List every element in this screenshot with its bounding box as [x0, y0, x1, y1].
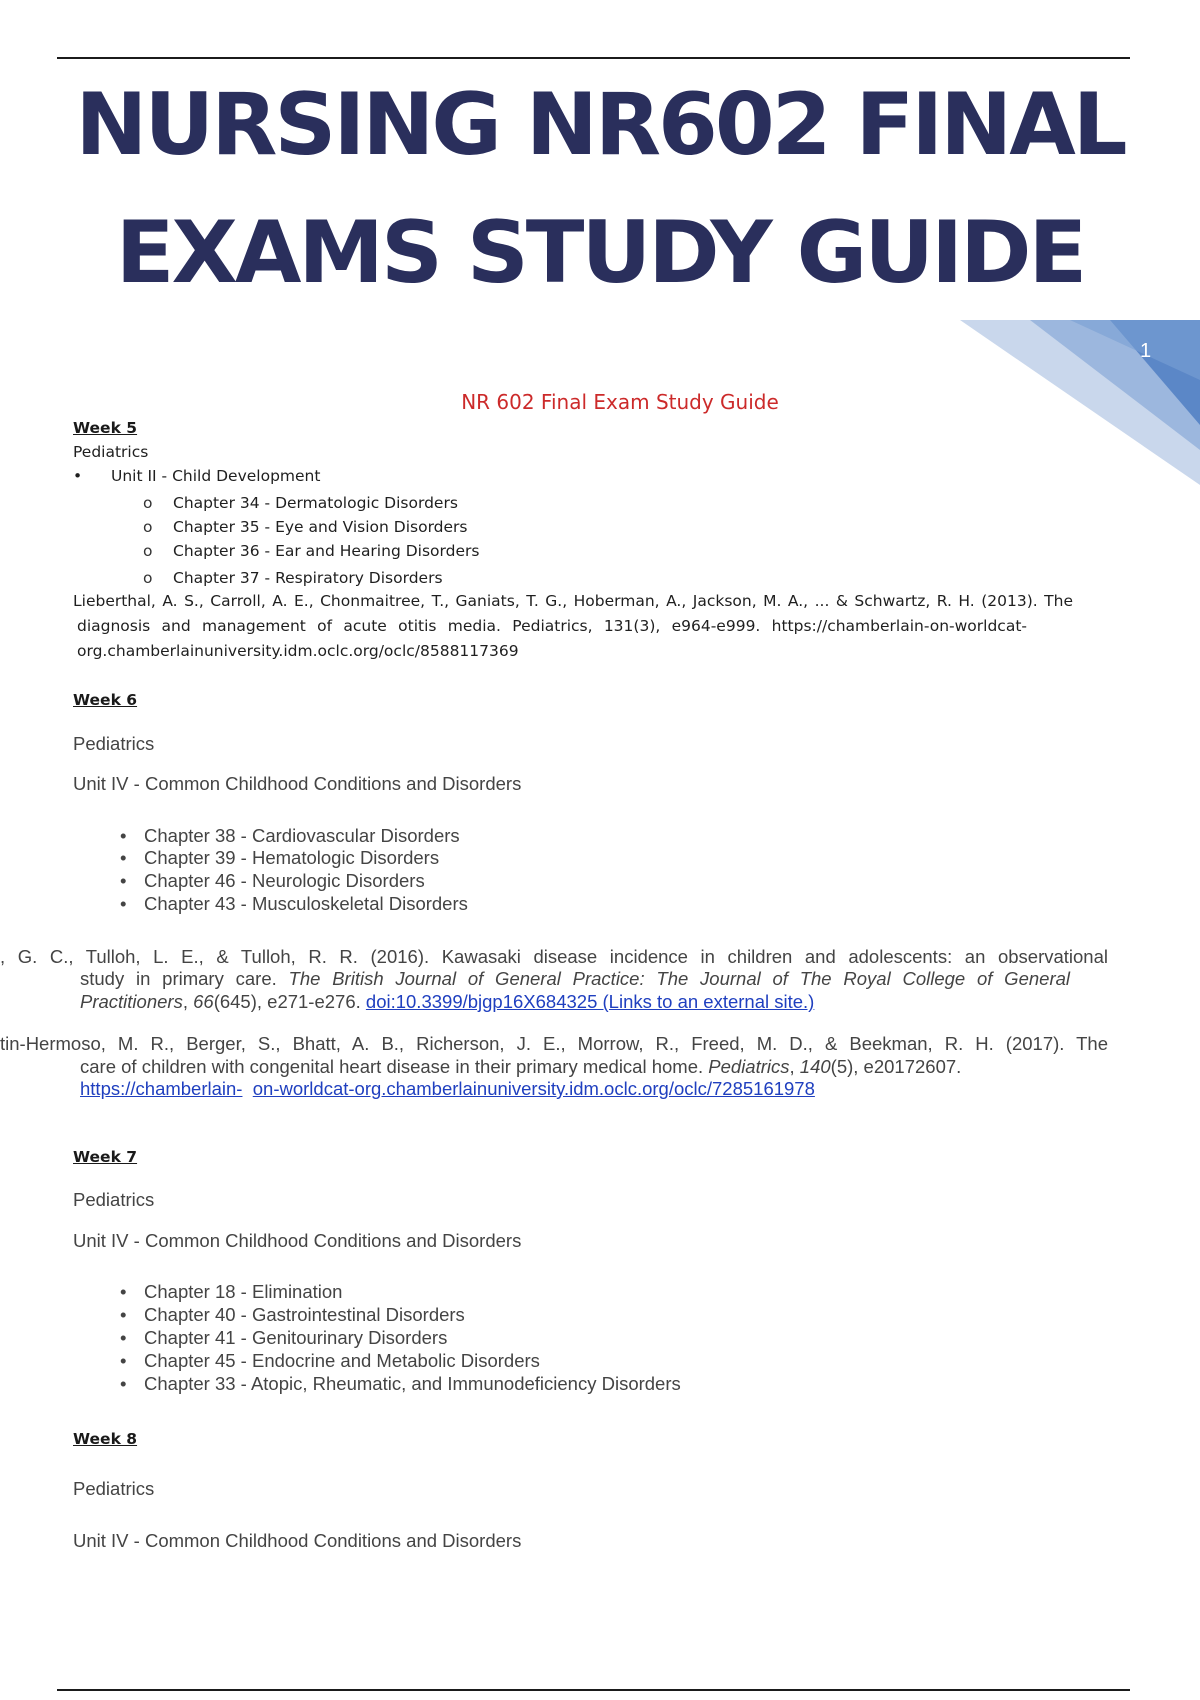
document-title-line-1: NURSING NR602 FINAL [75, 75, 1125, 175]
week-8-heading: Week 8 [73, 1430, 138, 1448]
chamberlain-link-part-2[interactable]: on-worldcat-org.chamberlainuniversity.idm.oclc.org/oclc/7285161978 [252, 1078, 815, 1099]
week-7-course: Pediatrics [73, 1189, 155, 1210]
week-6-reference-1-line: study in primary care. The British Journal of General Practice: The Journal of The Royal College of General [80, 968, 1070, 989]
week-6-chapter-item [120, 893, 468, 915]
document-title-line-2: EXAMS STUDY GUIDE [115, 203, 1085, 303]
bullet-icon: • [120, 870, 127, 891]
week-7-chapter: Chapter 18 - Elimination [144, 1281, 343, 1302]
bullet-icon: • [120, 893, 127, 914]
week-8-course: Pediatrics [73, 1478, 155, 1499]
week-8-unit: Unit IV - Common Childhood Conditions and Disorders [73, 1530, 522, 1551]
week-7-chapter-item [120, 1327, 447, 1349]
bullet-icon: • [73, 467, 83, 485]
week-7-chapter: Chapter 33 - Atopic, Rheumatic, and Immunodeficiency Disorders [144, 1373, 681, 1394]
week-7-chapter: Chapter 40 - Gastrointestinal Disorders [144, 1304, 465, 1325]
week-5-chapter-item [143, 494, 458, 512]
week-7-chapter-item [120, 1350, 540, 1372]
week-6-unit: Unit IV - Common Childhood Conditions and Disorders [73, 773, 522, 794]
bullet-icon: • [120, 1373, 127, 1394]
week-6-chapter-item [120, 870, 425, 892]
week-7-chapter-item [120, 1281, 342, 1303]
week-5-chapter: Chapter 35 - Eye and Vision Disorders [173, 518, 468, 536]
bottom-rule [57, 1689, 1130, 1691]
week-5-unit: Unit II - Child Development [111, 467, 321, 485]
chamberlain-link-part-1[interactable]: https://chamberlain- [80, 1078, 243, 1099]
week-7-unit: Unit IV - Common Childhood Conditions and Disorders [73, 1230, 522, 1251]
page-subtitle: NR 602 Final Exam Study Guide [461, 390, 779, 414]
sub-bullet-icon: o [143, 569, 153, 587]
bullet-icon: • [120, 1327, 127, 1348]
week-5-heading: Week 5 [73, 419, 138, 437]
week-5-chapter: Chapter 34 - Dermatologic Disorders [173, 494, 458, 512]
week-5-chapter: Chapter 37 - Respiratory Disorders [173, 569, 443, 587]
week-6-chapter: Chapter 38 - Cardiovascular Disorders [144, 825, 460, 846]
week-7-heading: Week 7 [73, 1148, 138, 1166]
week-5-chapter-item [143, 542, 479, 560]
week-7-chapter-item [120, 1373, 681, 1395]
week-5-reference-line: org.chamberlainuniversity.idm.oclc.org/oclc/8588117369 [77, 642, 519, 660]
sub-bullet-icon: o [143, 494, 153, 512]
week-5-reference-line: Lieberthal, A. S., Carroll, A. E., Chonmaitree, T., Ganiats, T. G., Hoberman, A., Jackson, M. A., ... & Schwartz, R. H. (2013). The [73, 592, 1073, 610]
week-5-chapter-item [143, 569, 443, 587]
week-5-unit-item [73, 467, 320, 485]
week-7-chapter: Chapter 45 - Endocrine and Metabolic Disorders [144, 1350, 540, 1371]
top-rule [57, 57, 1130, 59]
week-6-chapter: Chapter 43 - Musculoskeletal Disorders [144, 893, 468, 914]
week-6-chapter: Chapter 46 - Neurologic Disorders [144, 870, 425, 891]
doi-link[interactable]: doi:10.3399/bjgp16X684325 (Links to an external site.) [365, 991, 815, 1012]
bullet-icon: • [120, 825, 127, 846]
week-6-chapter-item [120, 847, 439, 869]
week-5-course: Pediatrics [73, 443, 149, 461]
week-6-reference-1-line: Practitioners, 66(645), e271-e276. doi:10.3399/bjgp16X684325 (Links to an external site.) [80, 991, 815, 1012]
week-5-chapter-item [143, 518, 468, 536]
page-number: 1 [1140, 340, 1152, 362]
sub-bullet-icon: o [143, 518, 153, 536]
week-5-reference-line: diagnosis and management of acute otitis media. Pediatrics, 131(3), e964-e999. https://chamberlain-on-worldcat- [77, 617, 1027, 635]
week-6-heading: Week 6 [73, 691, 138, 709]
week-6-reference-1-line: , G. C., Tulloh, L. E., & Tulloh, R. R. (2016). Kawasaki disease incidence in children and adolescents: an observational [0, 946, 1108, 967]
bullet-icon: • [120, 1281, 127, 1302]
bullet-icon: • [120, 847, 127, 868]
week-6-chapter-item [120, 825, 460, 847]
week-7-chapter-item [120, 1304, 465, 1326]
week-6-course: Pediatrics [73, 733, 155, 754]
week-6-reference-2-line [80, 1078, 815, 1100]
bullet-icon: • [120, 1304, 127, 1325]
week-6-reference-2-line: tin-Hermoso, M. R., Berger, S., Bhatt, A. B., Richerson, J. E., Morrow, R., Freed, M. D., & Beekman, R. H. (2017). The [0, 1033, 1108, 1054]
week-6-chapter: Chapter 39 - Hematologic Disorders [144, 847, 440, 868]
week-6-reference-2-line: care of children with congenital heart disease in their primary medical home. Pediatrics, 140(5), e20172607. [80, 1056, 962, 1077]
sub-bullet-icon: o [143, 542, 153, 560]
week-5-chapter: Chapter 36 - Ear and Hearing Disorders [173, 542, 480, 560]
week-7-chapter: Chapter 41 - Genitourinary Disorders [144, 1327, 448, 1348]
bullet-icon: • [120, 1350, 127, 1371]
